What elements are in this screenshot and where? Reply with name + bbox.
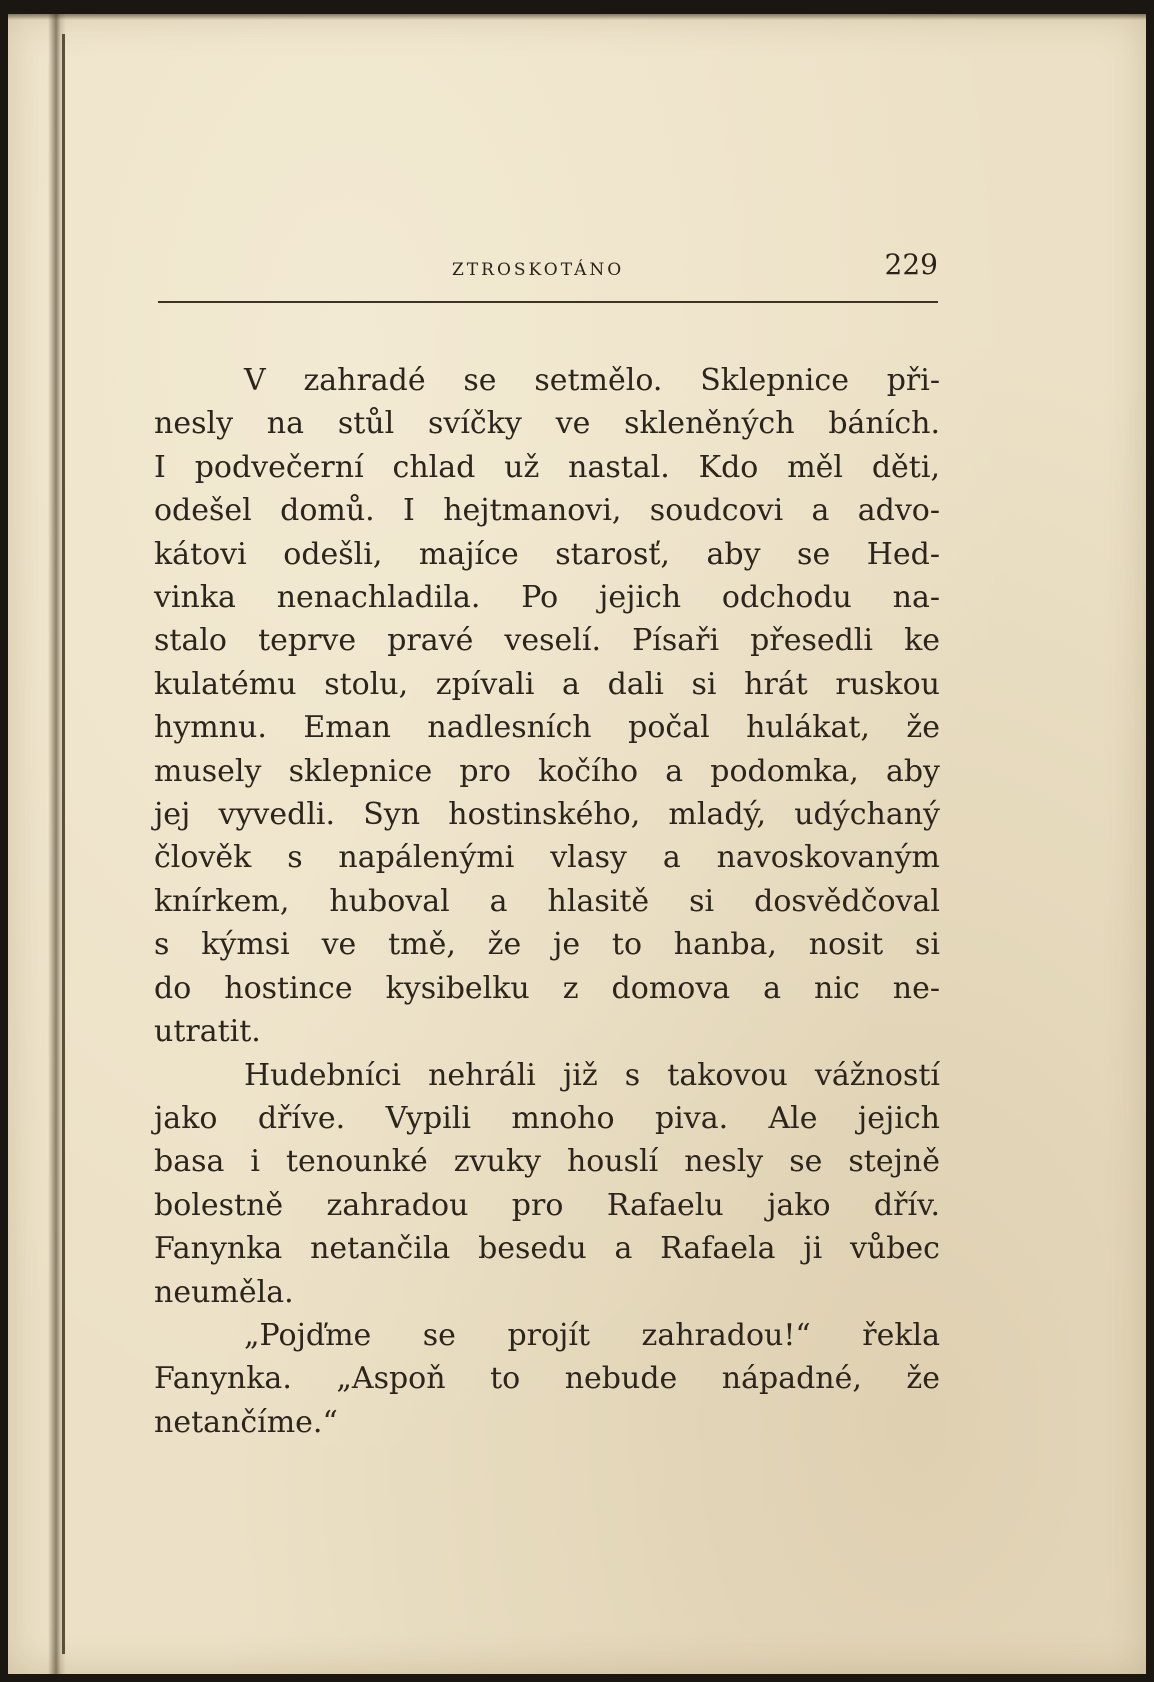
paragraph-1 — [154, 359, 940, 1054]
text-line: odešel domů. I hejtmanovi, soudcovi a advo- — [154, 493, 940, 529]
text-line: Hudebníci nehráli již s takovou vážností — [244, 1057, 940, 1093]
text-line: neuměla. — [154, 1274, 294, 1310]
text-line: utratit. — [154, 1014, 261, 1050]
text-line: Fanynka. „Aspoň to nebude nápadné, že — [154, 1361, 940, 1397]
text-line: vinka nenachladila. Po jejich odchodu na- — [154, 580, 940, 616]
binding-line — [62, 34, 65, 1654]
text-line: s kýmsi ve tmě, že je to hanba, nosit si — [154, 927, 940, 963]
text-line: netančíme.“ — [154, 1404, 338, 1440]
text-line: V zahradé se setmělo. Sklepnice při- — [244, 363, 940, 398]
page-number: 229 — [884, 248, 938, 281]
text-line: kátovi odešli, majíce starosť, aby se Hed- — [154, 536, 940, 572]
text-line: jako dříve. Vypili mnoho piva. Ale jejich — [154, 1100, 940, 1136]
page-top-edge — [8, 14, 1146, 20]
text-line: basa i tenounké zvuky houslí nesly se stejně — [154, 1144, 940, 1180]
paragraph-3 — [154, 1314, 940, 1444]
text-line: I podvečerní chlad už nastal. Kdo měl děti, — [154, 449, 940, 485]
text-line: stalo teprve pravé veselí. Písaři přesedli ke — [154, 623, 940, 659]
paragraph-2 — [154, 1054, 940, 1314]
book-page — [8, 14, 1146, 1674]
running-title: ZTROSKOTÁNO — [452, 260, 625, 280]
text-line: člověk s napálenými vlasy a navoskovaným — [154, 840, 940, 876]
page-header — [158, 246, 938, 286]
text-line: Fanynka netančila besedu a Rafaela ji vůbec — [154, 1231, 940, 1267]
text-line: hymnu. Eman nadlesních počal hulákat, že — [154, 710, 940, 746]
body-text — [154, 359, 940, 1444]
text-line: bolestně zahradou pro Rafaelu jako dřív. — [154, 1187, 940, 1223]
text-line: nesly na stůl svíčky ve skleněných báních. — [154, 406, 940, 442]
text-line: do hostince kysibelku z domova a nic ne- — [154, 970, 940, 1006]
text-line: knírkem, huboval a hlasitě si dosvědčoval — [154, 883, 940, 919]
text-line: jej vyvedli. Syn hostinského, mladý, udýchaný — [154, 797, 940, 833]
text-line: „Pojďme se projít zahradou!“ řekla — [244, 1317, 940, 1353]
header-rule — [158, 301, 938, 303]
text-line: kulatému stolu, zpívali a dali si hrát ruskou — [154, 666, 940, 702]
text-line: musely sklepnice pro kočího a podomka, aby — [154, 753, 940, 789]
